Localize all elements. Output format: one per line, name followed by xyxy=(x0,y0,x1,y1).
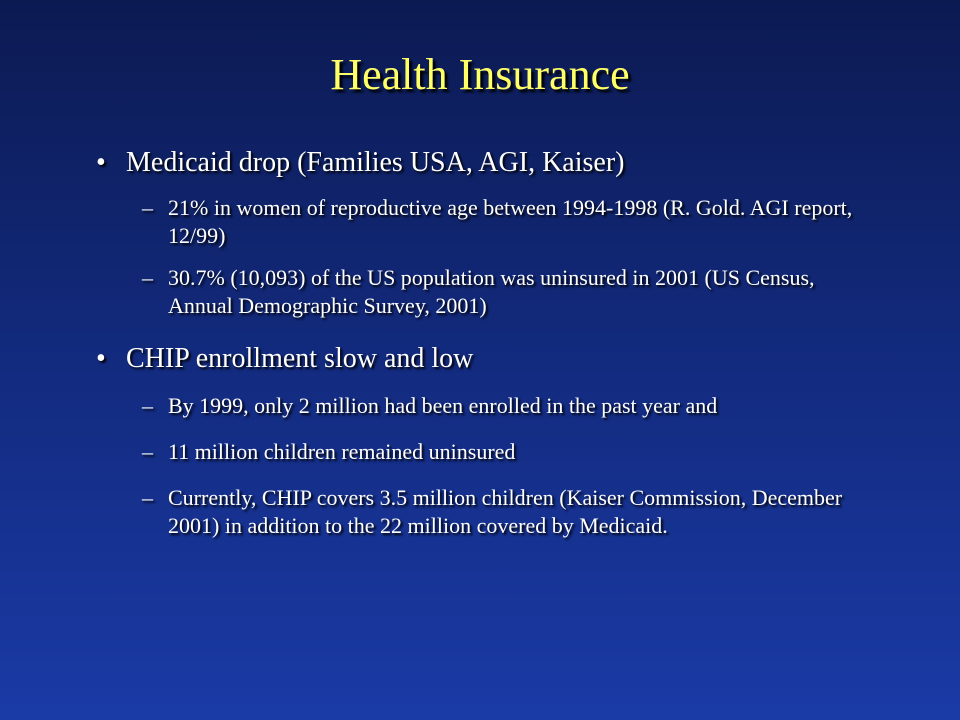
bullet-text: CHIP enrollment slow and low xyxy=(126,343,474,374)
sub-bullet-text: 21% in women of reproductive age between 1994-1998 (R. Gold. AGI report, 12/99) xyxy=(168,195,853,248)
bullet-medicaid-drop xyxy=(92,146,882,180)
sub-bullet-text: By 1999, only 2 million had been enrolled in the past year and xyxy=(168,393,718,418)
sub-bullet-women-reproductive-age xyxy=(92,194,882,250)
slide-content xyxy=(92,146,882,540)
bullet-text: Medicaid drop (Families USA, AGI, Kaiser) xyxy=(126,147,625,178)
bullet-chip-enrollment xyxy=(92,342,882,376)
dash-icon: – xyxy=(142,265,153,290)
dash-icon: – xyxy=(142,439,153,464)
sub-bullet-text: 30.7% (10,093) of the US population was uninsured in 2001 (US Census, Annual Demographic Survey, 2001) xyxy=(168,265,815,318)
sub-bullet-text: Currently, CHIP covers 3.5 million children (Kaiser Commission, December 2001) in addition to the 22 million covered by Medicaid. xyxy=(168,485,843,538)
bullet-dot-icon: • xyxy=(96,147,106,178)
sub-bullet-enrolled-1999 xyxy=(92,392,882,420)
slide-title: Health Insurance xyxy=(330,50,630,99)
dash-icon: – xyxy=(142,485,153,510)
dash-icon: – xyxy=(142,393,153,418)
sub-bullet-chip-coverage xyxy=(92,484,882,540)
sub-bullet-text: 11 million children remained uninsured xyxy=(168,439,516,464)
sub-bullet-children-uninsured xyxy=(92,438,882,466)
dash-icon: – xyxy=(142,195,153,220)
bullet-dot-icon: • xyxy=(96,343,106,374)
sub-bullet-us-uninsured xyxy=(92,264,882,320)
